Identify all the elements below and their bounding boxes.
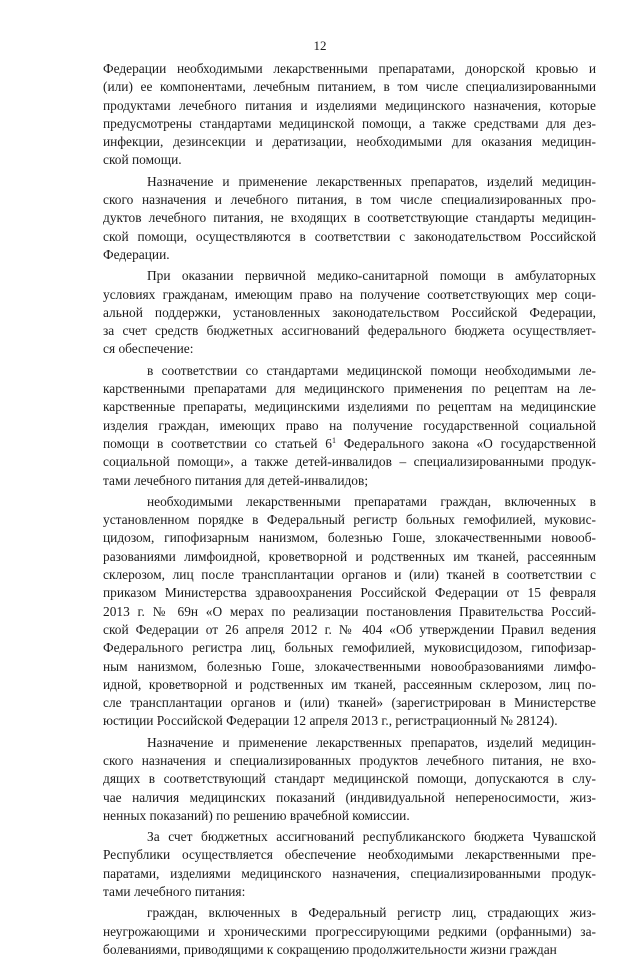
text-line: тами лечебного питания для детей-инвалидов; bbox=[103, 472, 369, 488]
text-line: 2013 г. № 69н «О мерах по реализации постановления Правительства Россий- bbox=[103, 603, 596, 619]
text-line: ской помощи, осуществляются в соответствии с законодательством Российской bbox=[103, 228, 596, 244]
text-line: за счет средств бюджетных ассигнований федерального бюджета осуществляет- bbox=[103, 323, 596, 339]
text-line: ся обеспечение: bbox=[103, 341, 194, 357]
text-line: разованиями лимфоидной, кроветворной и родственных им тканей, рассеянным bbox=[103, 548, 596, 564]
text-line: изделия граждан, имеющих право на получение государственной социальной bbox=[103, 417, 596, 433]
text-line: сле трансплантации органов и (или) тканей» (зарегистрирован в Министерстве bbox=[103, 695, 596, 711]
paragraph bbox=[103, 734, 596, 825]
text-line: установленном порядке в Федеральный регистр больных гемофилией, муковис- bbox=[103, 512, 596, 528]
text-line: ным нанизмом, болезнью Гоше, злокачественными новообразованиями лимфо- bbox=[103, 658, 596, 674]
text-line: ского назначения и лечебного питания, в том числе специализированных про- bbox=[103, 192, 596, 208]
text-line: приказом Министерства здравоохранения Российской Федерации от 15 февраля bbox=[103, 585, 596, 601]
text-line: дуктов лечебного питания, не входящих в соответствующие стандарты медицин- bbox=[103, 210, 596, 226]
text-line: необходимыми лекарственными препаратами граждан, включенных в bbox=[147, 493, 596, 509]
text-line: чае наличия медицинских показаний (индивидуальной непереносимости, жиз- bbox=[103, 789, 596, 805]
document-body bbox=[103, 60, 596, 962]
text-line: При оказании первичной медико-санитарной помощи в амбулаторных bbox=[147, 268, 596, 284]
text-line: паратами, изделиями медицинского назначения, специализированными продук- bbox=[103, 865, 596, 881]
text-line: Назначение и применение лекарственных препаратов, изделий медицин- bbox=[147, 173, 596, 189]
text-line: неугрожающими и хроническими прогрессирующими редкими (орфанными) за- bbox=[103, 923, 596, 939]
text-line: карственными препаратами для медицинского применения по рецептам на ле- bbox=[103, 381, 596, 397]
text-line: в соответствии со стандартами медицинской помощи необходимыми ле- bbox=[147, 362, 596, 378]
paragraph bbox=[103, 267, 596, 358]
text-line: карственные препараты, медицинскими изделиями по рецептам на медицинские bbox=[103, 399, 596, 415]
text-line: ского назначения и специализированных продуктов лечебного питания, не вхо- bbox=[103, 752, 596, 768]
paragraph bbox=[103, 904, 596, 959]
text-line: предусмотрены стандартами медицинской помощи, а также средствами для дез- bbox=[103, 115, 596, 131]
text-line: Федерации необходимыми лекарственными препаратами, донорской кровью и bbox=[103, 61, 596, 76]
text-line: альной поддержки, установленных законодательством Российской Федерации, bbox=[103, 304, 596, 320]
text-line: Федерации. bbox=[103, 246, 170, 262]
text-line: цидозом, гипофизарным нанизмом, болезнью Гоше, злокачественными новооб- bbox=[103, 530, 596, 546]
text-line: ской Федерации от 26 апреля 2012 г. № 404 «Об утверждении Правил ведения bbox=[103, 621, 596, 637]
text-line: тами лечебного питания: bbox=[103, 884, 246, 900]
text-line: Федерального регистра лиц, больных гемофилией, муковисцидозом, гипофизар- bbox=[103, 640, 596, 656]
text-line: болеваниями, приводящими к сокращению продолжительности жизни граждан bbox=[103, 941, 557, 957]
text-line: дящих в соответствующий стандарт медицинской помощи, допускаются в слу- bbox=[103, 771, 596, 787]
text-line: Республики осуществляется обеспечение необходимыми лекарственными пре- bbox=[103, 847, 596, 863]
text-line: Назначение и применение лекарственных препаратов, изделий медицин- bbox=[147, 734, 596, 750]
text-line: ской помощи. bbox=[103, 152, 182, 168]
paragraph bbox=[103, 173, 596, 264]
text-line: За счет бюджетных ассигнований республиканского бюджета Чувашской bbox=[147, 829, 596, 845]
text-line: юстиции Российской Федерации 12 апреля 2013 г., регистрационный № 28124). bbox=[103, 713, 558, 729]
text-line: склерозом, лиц после трансплантации органов и (или) тканей в соответствии с bbox=[103, 567, 596, 583]
paragraph bbox=[103, 362, 596, 490]
text-line: ненных показаний) по решению врачебной комиссии. bbox=[103, 807, 410, 823]
text-line: инфекции, дезинсекции и дератизации, необходимыми для оказания медицин- bbox=[103, 134, 596, 150]
text-line: условиях гражданам, имеющим право на получение соответствующих мер соци- bbox=[103, 286, 596, 302]
text-line: граждан, включенных в Федеральный регистр лиц, страдающих жиз- bbox=[147, 905, 596, 921]
text-line: (или) ее компонентами, лечебным питанием, в том числе специализированными bbox=[103, 79, 596, 95]
text-line: помощи в соответствии со статьей $6^1$ Федерального закона «О государственной bbox=[103, 435, 597, 451]
text-line: идной, кроветворной и родственных им тканей, рассеянным склерозом, лиц по- bbox=[103, 676, 596, 692]
paragraph bbox=[103, 828, 596, 901]
paragraph bbox=[103, 493, 596, 731]
paragraph bbox=[103, 60, 596, 170]
text-line: социальной помощи», а также детей-инвалидов – специализированными продук- bbox=[103, 454, 596, 470]
page-number: 12 bbox=[313, 38, 327, 53]
text-line: продуктами лечебного питания и изделиями медицинского назначения, которые bbox=[103, 97, 596, 113]
